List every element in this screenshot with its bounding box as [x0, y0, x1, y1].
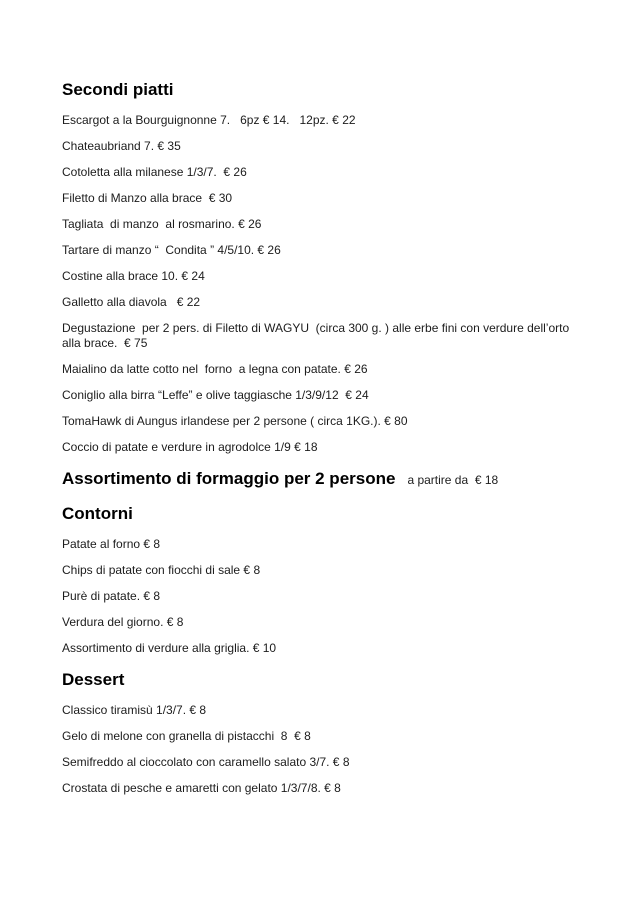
menu-item: Assortimento di verdure alla griglia. € 10: [62, 641, 277, 655]
menu-item: Chips di patate con fiocchi di sale € 8: [62, 563, 261, 577]
section-title-text: Dessert: [62, 670, 125, 689]
section-title: [62, 504, 576, 524]
menu-item: Chateaubriand 7. € 35: [62, 139, 181, 153]
menu-item: Filetto di Manzo alla brace € 30: [62, 191, 233, 205]
menu-item: Galletto alla diavola € 22: [62, 295, 201, 309]
section-title: [62, 80, 576, 100]
menu-section-assortimento-di-formaggio-per-2-persone: [62, 469, 576, 490]
section-title-text: Assortimento di formaggio per 2 persone: [62, 469, 396, 488]
section-title-text: Contorni: [62, 504, 133, 523]
menu-item: Tagliata di manzo al rosmarino. € 26: [62, 217, 262, 231]
section-title: [62, 469, 576, 490]
section-title-suffix: a partire da € 18: [407, 473, 499, 487]
menu-item: Maialino da latte cotto nel forno a legna con patate. € 26: [62, 362, 368, 376]
menu-section-secondi-piatti: [62, 80, 576, 455]
menu-item: Semifreddo al cioccolato con caramello salato 3/7. € 8: [62, 755, 350, 769]
menu-item: Cotoletta alla milanese 1/3/7. € 26: [62, 165, 247, 179]
menu-item: Costine alla brace 10. € 24: [62, 269, 205, 283]
section-title-text: Secondi piatti: [62, 80, 174, 99]
menu-item: Verdura del giorno. € 8: [62, 615, 184, 629]
menu-item: Degustazione per 2 pers. di Filetto di WAGYU (circa 300 g. ) alle erbe fini con verdure dell’orto alla brace. € 75: [62, 321, 573, 350]
menu-item: TomaHawk di Aungus irlandese per 2 persone ( circa 1KG.). € 80: [62, 414, 408, 428]
menu-sections: [62, 80, 576, 796]
menu-item: Coccio di patate e verdure in agrodolce 1/9 € 18: [62, 440, 318, 454]
menu-item: Coniglio alla birra “Leffe” e olive taggiasche 1/3/9/12 € 24: [62, 388, 369, 402]
menu-item: Patate al forno € 8: [62, 537, 161, 551]
menu-item: Classico tiramisù 1/3/7. € 8: [62, 703, 207, 717]
menu-item: Escargot a la Bourguignonne 7. 6pz € 14. 12pz. € 22: [62, 113, 356, 127]
section-title: [62, 670, 576, 690]
menu-item: Tartare di manzo “ Condita ” 4/5/10. € 26: [62, 243, 281, 257]
menu-item: Crostata di pesche e amaretti con gelato 1/3/7/8. € 8: [62, 781, 341, 795]
menu-section-dessert: [62, 670, 576, 796]
menu-section-contorni: [62, 504, 576, 656]
menu-item: Gelo di melone con granella di pistacchi 8 € 8: [62, 729, 311, 743]
menu-item: Purè di patate. € 8: [62, 589, 161, 603]
